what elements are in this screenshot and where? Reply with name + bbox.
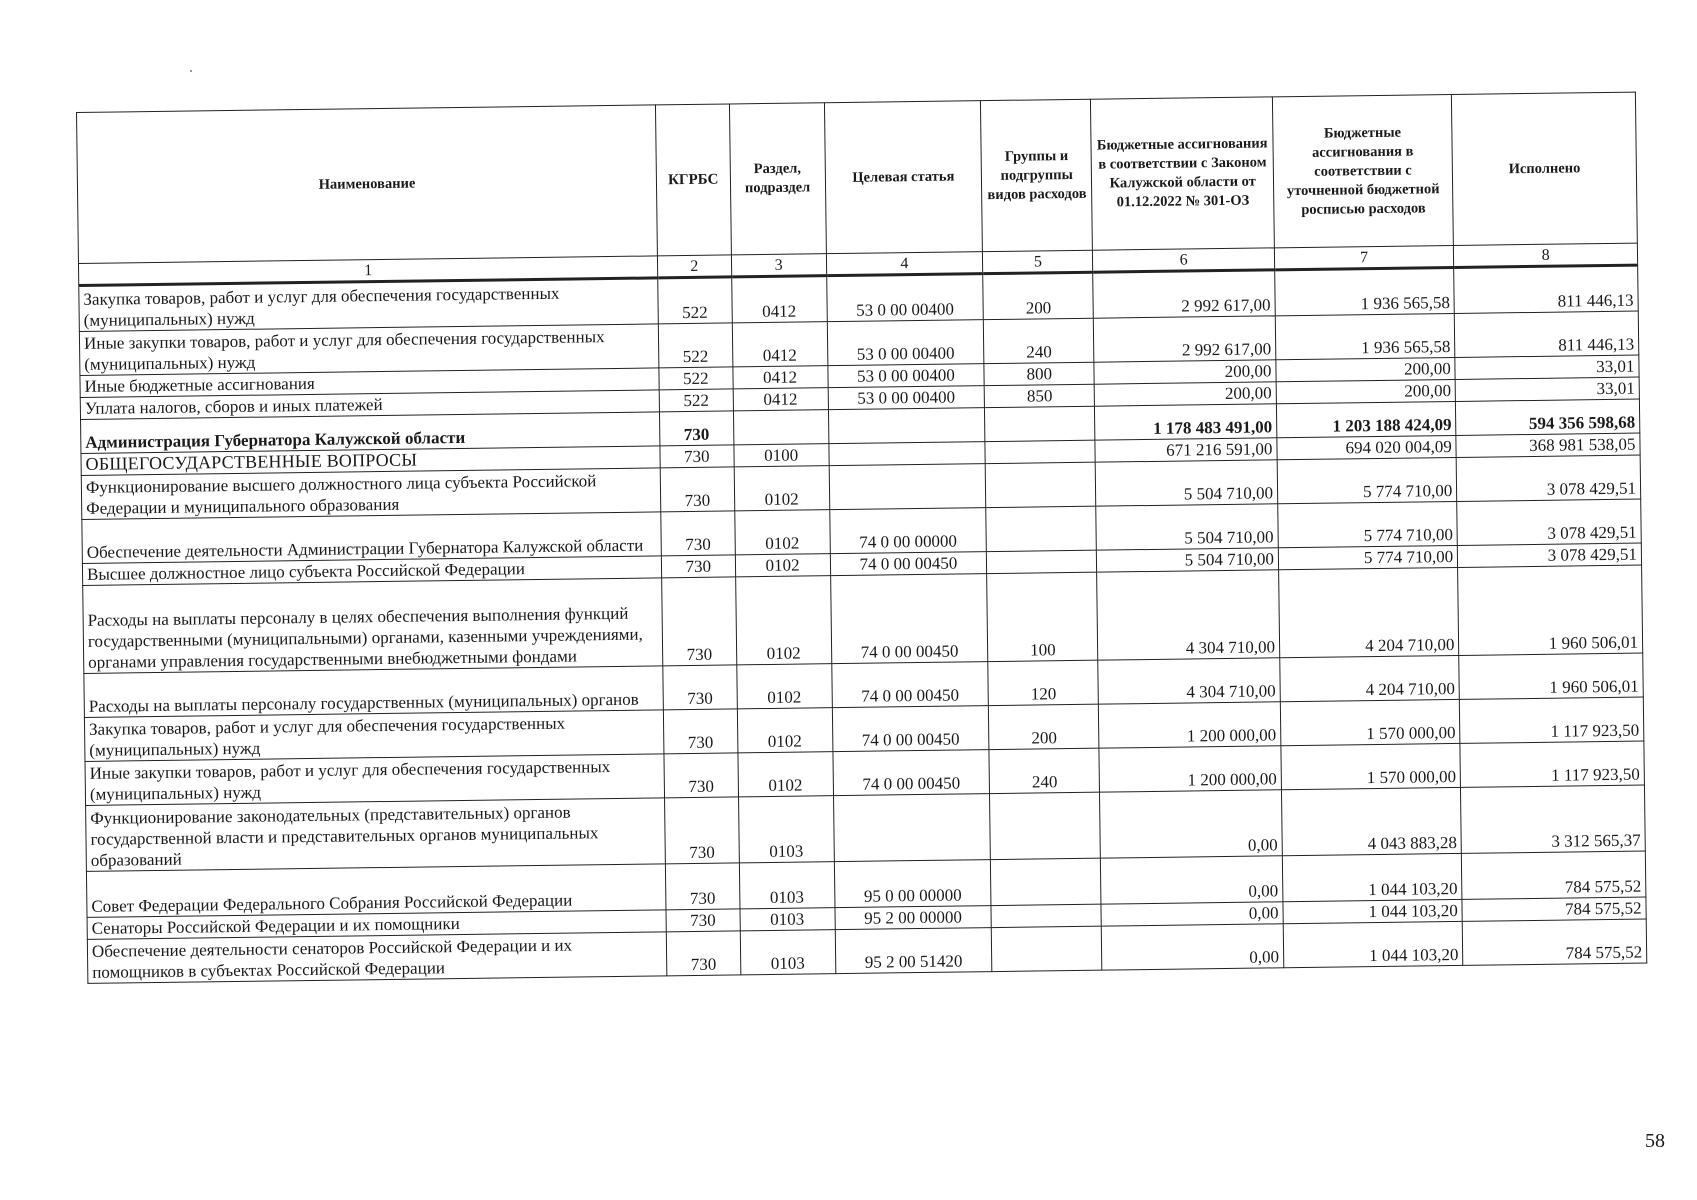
scan-speck xyxy=(190,70,192,72)
row-target-article: 74 0 00 00450 xyxy=(832,706,989,752)
row-expense-group xyxy=(985,440,1095,463)
row-executed-amount: 3 312 565,37 xyxy=(1461,785,1646,853)
row-revised-amount: 1 936 565,58 xyxy=(1275,313,1455,359)
row-executed-amount: 594 356 598,68 xyxy=(1456,399,1640,435)
row-law-amount: 0,00 xyxy=(1100,790,1282,858)
row-expense-group xyxy=(987,550,1097,573)
row-kgrbs: 730 xyxy=(663,709,737,754)
row-law-amount: 1 200 000,00 xyxy=(1099,702,1281,748)
header-revised-allocations: Бюджетные ассигнования в соответствии с уточненной бюджетной росписью расходов xyxy=(1272,94,1453,247)
row-section: 0412 xyxy=(732,366,827,389)
row-expense-group xyxy=(992,926,1103,971)
header-law-allocations: Бюджетные ассигнования в соответствии с Законом Калужской области от 01.12.2022 № 301-ОЗ xyxy=(1091,97,1274,250)
row-kgrbs: 522 xyxy=(658,277,732,324)
row-name: Совет Федерации Федерального Собрания Российской Федерации xyxy=(86,864,666,918)
row-name: Высшее должностное лицо субъекта Российской Федерации xyxy=(82,556,661,586)
row-law-amount: 671 216 591,00 xyxy=(1095,438,1277,462)
row-kgrbs: 730 xyxy=(666,909,740,932)
page-number: 58 xyxy=(1645,1130,1665,1152)
budget-table xyxy=(76,92,1647,984)
row-name: Уплата налогов, сборов и иных платежей xyxy=(80,390,659,420)
column-number: 3 xyxy=(731,254,826,277)
row-revised-amount: 4 204 710,00 xyxy=(1280,655,1460,701)
row-expense-group: 200 xyxy=(989,704,1100,749)
row-target-article: 53 0 00 00400 xyxy=(826,274,983,322)
row-executed-amount: 33,01 xyxy=(1455,355,1639,379)
row-section: 0103 xyxy=(740,908,835,931)
row-executed-amount: 1 960 506,01 xyxy=(1459,653,1643,699)
row-executed-amount: 33,01 xyxy=(1455,377,1639,401)
row-law-amount: 4 304 710,00 xyxy=(1098,658,1280,704)
row-executed-amount: 811 446,13 xyxy=(1454,265,1638,313)
row-name: Обеспечение деятельности сенаторов Российской Федерации и их помощников в субъектах Российской Федерации xyxy=(87,932,667,984)
row-name: Сенаторы Российской Федерации и их помощники xyxy=(87,910,666,940)
row-revised-amount: 5 774 710,00 xyxy=(1278,501,1458,547)
row-expense-group: 100 xyxy=(987,572,1098,661)
row-target-article: 74 0 00 00450 xyxy=(830,552,987,576)
row-section: 0412 xyxy=(732,322,828,367)
row-law-amount: 4 304 710,00 xyxy=(1097,570,1280,660)
row-revised-amount: 200,00 xyxy=(1276,379,1456,403)
row-target-article: 74 0 00 00450 xyxy=(833,750,990,796)
table-body xyxy=(79,265,1647,983)
row-section: 0102 xyxy=(734,466,830,511)
row-kgrbs: 730 xyxy=(663,665,737,710)
row-expense-group: 850 xyxy=(984,384,1094,407)
row-name: Расходы на выплаты персоналу в целях обеспечения выполнения функций государственными (муниципальными) органами, казенными учреждениями, органами управления государственными внебюджетными фондами xyxy=(83,578,663,674)
row-expense-group xyxy=(985,406,1096,441)
row-law-amount: 0,00 xyxy=(1102,924,1284,970)
row-section: 0412 xyxy=(731,276,827,323)
row-kgrbs: 522 xyxy=(658,323,732,368)
row-executed-amount: 368 981 538,05 xyxy=(1456,433,1640,457)
row-revised-amount: 1 203 188 424,09 xyxy=(1276,401,1456,437)
row-executed-amount: 3 078 429,51 xyxy=(1456,455,1640,501)
row-revised-amount: 4 043 883,28 xyxy=(1281,787,1461,855)
row-executed-amount: 811 446,13 xyxy=(1455,311,1639,357)
row-expense-group: 240 xyxy=(989,748,1100,793)
row-revised-amount: 1 044 103,20 xyxy=(1282,853,1462,901)
row-kgrbs: 730 xyxy=(666,931,740,976)
row-target-article: 95 0 00 00000 xyxy=(834,860,991,908)
row-kgrbs: 730 xyxy=(661,555,735,578)
row-section: 0103 xyxy=(738,796,834,863)
row-target-article: 95 2 00 51420 xyxy=(835,928,992,974)
row-target-article xyxy=(833,794,991,862)
row-law-amount: 1 200 000,00 xyxy=(1099,746,1281,792)
row-executed-amount: 1 117 923,50 xyxy=(1460,741,1644,787)
row-section: 0102 xyxy=(735,576,831,665)
row-expense-group xyxy=(985,462,1096,507)
row-name: Функционирование высшего должностного лица субъекта Российской Федерации и муниципального образования xyxy=(81,468,661,520)
row-expense-group: 120 xyxy=(988,660,1099,705)
header-expense-groups: Группы и подгруппы видов расходов xyxy=(981,99,1093,251)
row-kgrbs: 730 xyxy=(664,753,738,798)
budget-table-sheet xyxy=(76,92,1647,984)
row-section: 0102 xyxy=(737,752,833,797)
header-row xyxy=(77,92,1638,263)
row-expense-group: 800 xyxy=(984,362,1094,385)
row-name: Иные закупки товаров, работ и услуг для обеспечения государственных (муниципальных) нужд xyxy=(85,754,665,806)
row-kgrbs: 730 xyxy=(660,445,734,468)
row-law-amount: 200,00 xyxy=(1094,360,1276,384)
row-kgrbs: 730 xyxy=(665,863,739,910)
row-law-amount: 5 504 710,00 xyxy=(1096,460,1278,506)
header-name: Наименование xyxy=(77,105,658,264)
row-section: 0102 xyxy=(734,510,830,555)
row-revised-amount: 1 044 103,20 xyxy=(1283,899,1463,923)
row-target-article: 95 2 00 00000 xyxy=(835,906,992,930)
row-target-article: 74 0 00 00000 xyxy=(829,508,986,554)
row-revised-amount: 1 570 000,00 xyxy=(1280,699,1460,745)
row-kgrbs: 730 xyxy=(661,511,735,556)
row-law-amount: 2 992 617,00 xyxy=(1094,316,1276,362)
row-expense-group: 240 xyxy=(984,318,1095,363)
row-revised-amount: 694 020 004,09 xyxy=(1277,435,1457,459)
row-expense-group: 200 xyxy=(983,272,1094,319)
row-law-amount: 0,00 xyxy=(1101,902,1283,926)
row-revised-amount: 1 570 000,00 xyxy=(1281,743,1461,789)
row-executed-amount: 1 960 506,01 xyxy=(1458,565,1643,655)
row-expense-group xyxy=(990,792,1101,859)
row-target-article: 53 0 00 00400 xyxy=(827,364,984,388)
column-number: 1 xyxy=(78,256,657,286)
row-name: Администрация Губернатора Калужской области xyxy=(81,412,660,454)
row-revised-amount: 1 044 103,20 xyxy=(1283,921,1463,967)
column-number: 4 xyxy=(826,252,983,276)
row-section: 0102 xyxy=(736,664,832,709)
header-target-article: Целевая статья xyxy=(824,101,983,254)
header-section: Раздел, подраздел xyxy=(729,103,826,255)
row-target-article: 53 0 00 00400 xyxy=(827,320,984,366)
row-target-article xyxy=(828,408,985,444)
row-kgrbs: 522 xyxy=(659,389,733,412)
row-kgrbs: 730 xyxy=(665,797,739,864)
row-kgrbs: 522 xyxy=(659,367,733,390)
row-target-article: 74 0 00 00450 xyxy=(830,574,988,664)
row-name: Закупка товаров, работ и услуг для обеспечения государственных (муниципальных) нужд xyxy=(84,710,664,762)
row-name: Расходы на выплаты персоналу государственных (муниципальных) органов xyxy=(84,666,664,718)
row-law-amount: 2 992 617,00 xyxy=(1093,270,1275,318)
row-name: Обеспечение деятельности Администрации Губернатора Калужской области xyxy=(82,512,662,564)
row-section: 0103 xyxy=(740,930,836,975)
row-law-amount: 200,00 xyxy=(1095,382,1277,406)
row-section: 0103 xyxy=(739,862,835,909)
row-section: 0102 xyxy=(737,708,833,753)
row-expense-group xyxy=(991,904,1101,927)
row-section: 0412 xyxy=(733,388,828,411)
row-revised-amount: 1 936 565,58 xyxy=(1275,267,1455,315)
row-executed-amount: 1 117 923,50 xyxy=(1460,697,1644,743)
row-target-article xyxy=(829,464,986,510)
column-number: 8 xyxy=(1454,243,1638,267)
row-law-amount: 5 504 710,00 xyxy=(1097,548,1279,572)
row-executed-amount: 3 078 429,51 xyxy=(1457,499,1641,545)
row-executed-amount: 784 575,52 xyxy=(1462,851,1646,899)
row-law-amount: 1 178 483 491,00 xyxy=(1095,404,1277,440)
row-law-amount: 5 504 710,00 xyxy=(1096,504,1278,550)
row-revised-amount: 200,00 xyxy=(1276,357,1456,381)
column-number: 2 xyxy=(658,255,732,278)
row-kgrbs: 730 xyxy=(660,411,734,446)
row-name: ОБЩЕГОСУДАРСТВЕННЫЕ ВОПРОСЫ xyxy=(81,446,660,476)
row-executed-amount: 3 078 429,51 xyxy=(1458,543,1642,567)
row-revised-amount: 5 774 710,00 xyxy=(1277,457,1457,503)
row-target-article xyxy=(828,442,985,466)
row-name: Функционирование законодательных (представительных) органов государственной власти и представительных органов муниципальных образований xyxy=(86,798,666,872)
row-target-article: 53 0 00 00400 xyxy=(828,386,985,410)
row-section: 0102 xyxy=(735,554,830,577)
row-expense-group xyxy=(986,506,1097,551)
row-name: Иные закупки товаров, работ и услуг для обеспечения государственных (муниципальных) нужд xyxy=(79,324,659,376)
column-number: 7 xyxy=(1274,245,1454,269)
row-name: Закупка товаров, работ и услуг для обеспечения государственных (муниципальных) нужд xyxy=(79,278,659,332)
row-revised-amount: 4 204 710,00 xyxy=(1279,567,1459,657)
row-section: 0100 xyxy=(733,444,828,467)
row-expense-group xyxy=(991,858,1102,905)
row-executed-amount: 784 575,52 xyxy=(1462,897,1646,921)
header-kgrbs: КГРБС xyxy=(656,104,731,256)
header-executed: Исполнено xyxy=(1452,92,1638,245)
row-target-article: 74 0 00 00450 xyxy=(831,662,988,708)
row-kgrbs: 730 xyxy=(662,577,737,666)
row-kgrbs: 730 xyxy=(660,467,734,512)
column-number: 5 xyxy=(983,250,1093,273)
column-number: 6 xyxy=(1093,248,1275,272)
row-revised-amount: 5 774 710,00 xyxy=(1278,545,1458,569)
row-executed-amount: 784 575,52 xyxy=(1462,919,1646,965)
row-section xyxy=(733,410,828,445)
row-name: Иные бюджетные ассигнования xyxy=(80,368,659,398)
row-law-amount: 0,00 xyxy=(1101,856,1283,904)
